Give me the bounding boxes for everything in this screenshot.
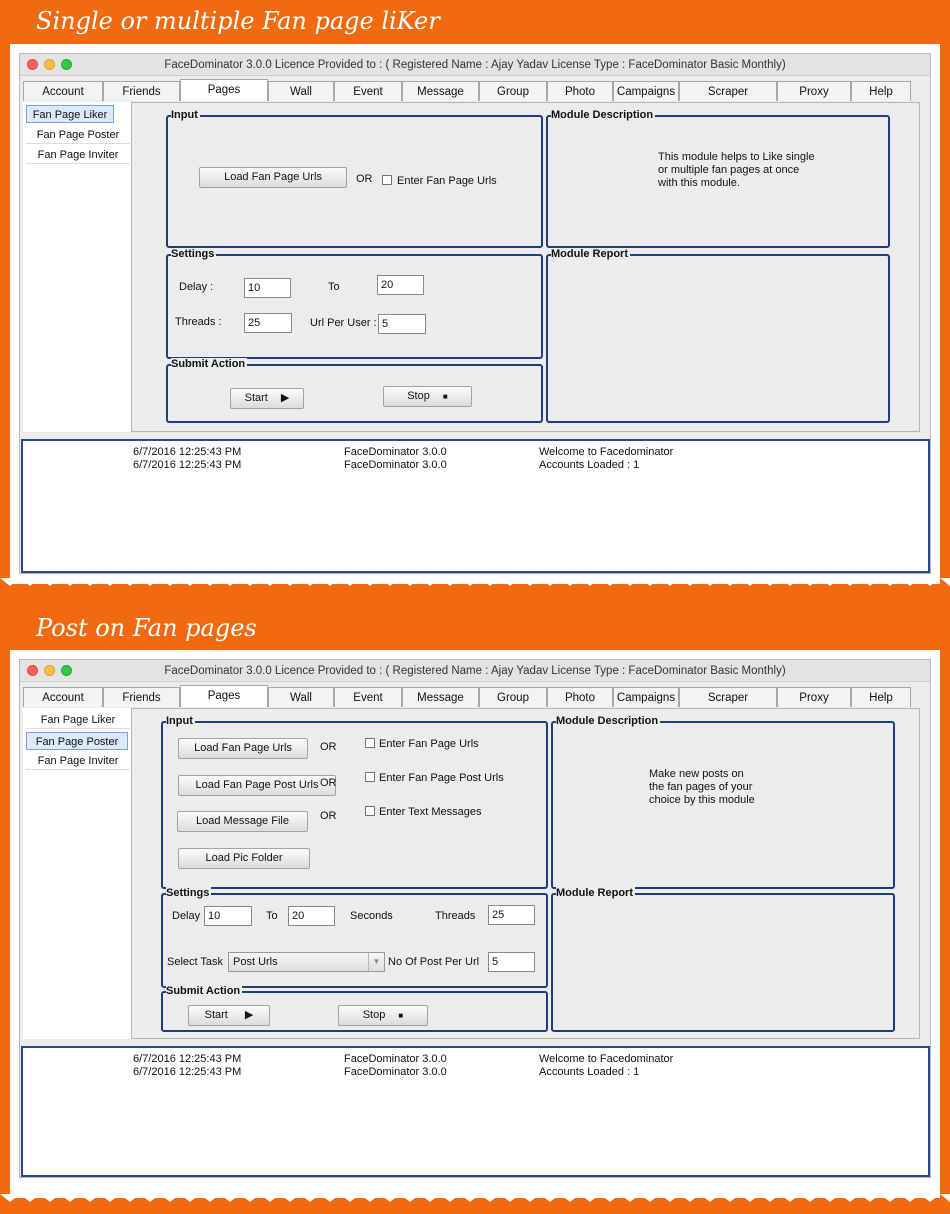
- log-time: 6/7/2016 12:25:43 PM: [133, 459, 242, 471]
- banner-title-liker: Single or multiple Fan page liKer: [0, 0, 950, 42]
- or-label: OR: [320, 741, 337, 753]
- module-report-group: [546, 248, 890, 423]
- log-source: FaceDominator 3.0.0: [344, 446, 447, 458]
- threads-input[interactable]: 25: [488, 905, 535, 925]
- enter-fan-page-urls-checkbox[interactable]: [382, 175, 392, 185]
- window-title: FaceDominator 3.0.0 Licence Provided to : ( Registered Name : Ajay Yadav License Type : FaceDominator Basic Monthly): [164, 59, 786, 71]
- side-menu: [23, 708, 131, 1039]
- zoom-window-button[interactable]: [61, 59, 72, 70]
- or-label: OR: [320, 810, 337, 822]
- stop-button[interactable]: [338, 1005, 428, 1026]
- start-button[interactable]: [230, 388, 304, 409]
- stop-icon: ■: [398, 1011, 404, 1020]
- url-per-user-input[interactable]: 5: [378, 314, 426, 334]
- input-group: [166, 109, 543, 248]
- delay-label: Delay :: [179, 281, 214, 293]
- delay-label: Delay: [172, 910, 201, 922]
- title-bar: [20, 660, 930, 682]
- url-per-user-label: Url Per User :: [310, 317, 377, 329]
- side-item-fan-page-inviter[interactable]: Fan Page Inviter: [26, 146, 130, 164]
- tab-account[interactable]: Account: [23, 81, 103, 101]
- play-icon: ▶: [244, 1009, 254, 1021]
- input-group-title: Input: [171, 109, 198, 121]
- settings-group: [161, 887, 548, 988]
- enter-fan-page-urls-label: Enter Fan Page Urls: [379, 738, 479, 750]
- module-description-group: [551, 715, 895, 889]
- settings-title: Settings: [171, 248, 215, 260]
- log-time: 6/7/2016 12:25:43 PM: [133, 1066, 242, 1078]
- tab-wall[interactable]: Wall: [268, 81, 334, 101]
- tab-account[interactable]: Account: [23, 687, 103, 707]
- no-of-post-per-url-label: No Of Post Per Url: [388, 956, 480, 968]
- start-label: Start: [204, 1009, 228, 1021]
- settings-title: Settings: [166, 887, 210, 899]
- select-task-label: Select Task: [167, 956, 224, 968]
- tab-group[interactable]: Group: [479, 81, 547, 101]
- close-window-button[interactable]: [27, 59, 38, 70]
- input-group-title: Input: [166, 715, 193, 727]
- submit-action-group: [161, 985, 548, 1032]
- tab-pages[interactable]: Pages: [180, 79, 268, 101]
- no-of-post-per-url-input[interactable]: 5: [488, 952, 535, 972]
- start-button[interactable]: [188, 1005, 270, 1026]
- app-window-poster: [19, 659, 931, 1178]
- load-fan-page-urls-button[interactable]: Load Fan Page Urls: [199, 167, 347, 188]
- load-fan-page-post-urls-button[interactable]: Load Fan Page Post Urls: [178, 775, 336, 796]
- stop-button[interactable]: [383, 386, 472, 407]
- minimize-window-button[interactable]: [44, 665, 55, 676]
- module-description-text: Make new posts on the fan pages of your choice by this module: [649, 768, 755, 806]
- torn-edge-bottom: [0, 1194, 950, 1202]
- chevron-down-icon: ▼: [368, 953, 384, 971]
- delay-to-input[interactable]: 20: [288, 906, 335, 926]
- log-panel: [21, 1046, 930, 1177]
- module-description-group: [546, 109, 890, 248]
- enter-fan-page-urls-label: Enter Fan Page Urls: [397, 175, 497, 187]
- module-report-title: Module Report: [556, 887, 633, 899]
- minimize-window-button[interactable]: [44, 59, 55, 70]
- start-label: Start: [244, 392, 268, 404]
- side-item-fan-page-liker[interactable]: Fan Page Liker: [26, 711, 130, 729]
- log-time: 6/7/2016 12:25:43 PM: [133, 1053, 242, 1065]
- tab-photo[interactable]: Photo: [547, 687, 613, 707]
- to-label: To: [266, 910, 278, 922]
- tab-wall[interactable]: Wall: [268, 687, 334, 707]
- tab-proxy[interactable]: Proxy: [777, 81, 851, 101]
- log-message: Welcome to Facedominator: [539, 1053, 674, 1065]
- enter-fan-page-post-urls-checkbox[interactable]: [365, 772, 375, 782]
- submit-action-group: [166, 358, 543, 423]
- log-message: Accounts Loaded : 1: [539, 1066, 640, 1078]
- threads-label: Threads: [435, 910, 476, 922]
- tab-campaigns[interactable]: Campaigns: [613, 687, 679, 707]
- threads-input[interactable]: 25: [244, 313, 292, 333]
- enter-text-messages-checkbox[interactable]: [365, 806, 375, 816]
- enter-text-messages-label: Enter Text Messages: [379, 806, 482, 818]
- torn-edge-divider: [0, 578, 950, 586]
- threads-label: Threads :: [175, 316, 222, 328]
- tab-help[interactable]: Help: [851, 81, 911, 101]
- tab-event[interactable]: Event: [334, 687, 402, 707]
- tab-help[interactable]: Help: [851, 687, 911, 707]
- module-description-text: This module helps to Like single or multiple fan pages at once with this module.: [658, 151, 815, 189]
- title-bar: [20, 54, 930, 76]
- select-task-dropdown[interactable]: [228, 952, 385, 972]
- delay-input[interactable]: 10: [204, 906, 252, 926]
- seconds-label: Seconds: [350, 910, 393, 922]
- module-description-title: Module Description: [556, 715, 659, 727]
- banner-title-poster: Post on Fan pages: [0, 604, 950, 652]
- delay-to-input[interactable]: 20: [377, 275, 424, 295]
- or-label: OR: [320, 777, 337, 789]
- log-message: Welcome to Facedominator: [539, 446, 674, 458]
- close-window-button[interactable]: [27, 665, 38, 676]
- tab-pages[interactable]: Pages: [180, 685, 268, 707]
- tab-friends[interactable]: Friends: [103, 687, 180, 707]
- log-source: FaceDominator 3.0.0: [344, 1053, 447, 1065]
- load-message-file-button[interactable]: Load Message File: [177, 811, 308, 832]
- tab-friends[interactable]: Friends: [103, 81, 180, 101]
- module-report-group: [551, 887, 895, 1032]
- delay-input[interactable]: 10: [244, 278, 291, 298]
- main-tabs: [20, 81, 932, 101]
- play-icon: ▶: [280, 392, 290, 404]
- stop-label: Stop: [362, 1009, 386, 1021]
- side-item-fan-page-poster[interactable]: Fan Page Poster: [26, 732, 128, 750]
- log-source: FaceDominator 3.0.0: [344, 459, 447, 471]
- select-task-value: Post Urls: [233, 956, 278, 968]
- side-item-fan-page-liker[interactable]: Fan Page Liker: [26, 105, 114, 123]
- settings-group: [166, 248, 543, 359]
- tab-photo[interactable]: Photo: [547, 81, 613, 101]
- tab-message[interactable]: Message: [402, 81, 479, 101]
- tab-campaigns[interactable]: Campaigns: [613, 81, 679, 101]
- zoom-window-button[interactable]: [61, 665, 72, 676]
- tab-scraper[interactable]: Scraper: [679, 687, 777, 707]
- to-label: To: [328, 281, 340, 293]
- load-pic-folder-button[interactable]: Load Pic Folder: [178, 848, 310, 869]
- enter-fan-page-urls-checkbox[interactable]: [365, 738, 375, 748]
- side-item-fan-page-inviter[interactable]: Fan Page Inviter: [26, 752, 130, 770]
- tab-message[interactable]: Message: [402, 687, 479, 707]
- module-report-title: Module Report: [551, 248, 628, 260]
- or-label: OR: [356, 173, 373, 185]
- stop-icon: ■: [442, 392, 448, 401]
- log-message: Accounts Loaded : 1: [539, 459, 640, 471]
- tab-event[interactable]: Event: [334, 81, 402, 101]
- log-time: 6/7/2016 12:25:43 PM: [133, 446, 242, 458]
- side-item-fan-page-poster[interactable]: Fan Page Poster: [26, 126, 130, 144]
- submit-action-title: Submit Action: [166, 985, 241, 997]
- window-controls: [27, 665, 78, 687]
- app-window-liker: [19, 53, 931, 574]
- module-description-title: Module Description: [551, 109, 654, 121]
- tab-group[interactable]: Group: [479, 687, 547, 707]
- window-controls: [27, 59, 78, 81]
- load-fan-page-urls-button[interactable]: Load Fan Page Urls: [178, 738, 308, 759]
- input-group: [161, 715, 548, 889]
- main-tabs: [20, 687, 932, 707]
- stop-label: Stop: [407, 390, 430, 402]
- tab-proxy[interactable]: Proxy: [777, 687, 851, 707]
- side-menu: [23, 102, 131, 432]
- submit-action-title: Submit Action: [171, 358, 246, 370]
- window-title: FaceDominator 3.0.0 Licence Provided to : ( Registered Name : Ajay Yadav License Type : FaceDominator Basic Monthly): [164, 665, 786, 677]
- log-panel: [21, 439, 930, 573]
- tab-scraper[interactable]: Scraper: [679, 81, 777, 101]
- enter-fan-page-post-urls-label: Enter Fan Page Post Urls: [379, 772, 504, 784]
- log-source: FaceDominator 3.0.0: [344, 1066, 447, 1078]
